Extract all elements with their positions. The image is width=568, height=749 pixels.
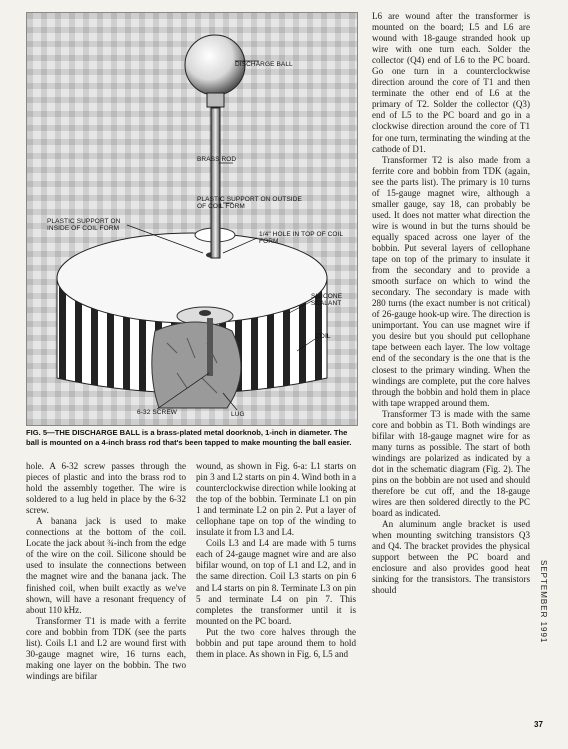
figure-caption: FIG. 5—THE DISCHARGE BALL is a brass-plated metal doorknob, 1-inch in diameter. The ball is mounted on a 4-inch brass rod that's been tapped to make mounting the ball easier. <box>26 428 352 447</box>
paragraph: An aluminum angle bracket is used when mounting switching transistors Q3 and Q4. The bracket provides the physical support between the PC board and enclosure and also provides good heat sinking for the transistors. The transistors should <box>372 519 530 596</box>
text-column-3 <box>372 11 530 596</box>
paragraph: Put the two core halves through the bobbin and put tape around them to hold them in place. As shown in Fig. 6, L5 and <box>196 626 356 659</box>
paragraph: hole. A 6-32 screw passes through the pieces of plastic and into the brass rod to hold the assembly together. The wire is soldered to a lug held in place by the 6-32 screw. <box>26 461 186 516</box>
paragraph: Transformer T1 is made with a ferrite core and bobbin from TDK (see the parts list). Coils L1 and L2 are wound first with 30-gauge magnet wire, 16 turns each, making one layer on the bobbin. The two windings are bifilar <box>26 615 186 681</box>
label-brass-rod: BRASS ROD <box>197 156 237 163</box>
label-discharge-ball: DISCHARGE BALL <box>235 61 293 68</box>
label-hole: 1/4" HOLE IN TOP OF COIL FORM <box>259 231 343 245</box>
paragraph: A banana jack is used to make connections at the bottom of the coil. Locate the jack about ¾-inch from the edge of the wire on the coil. Silicone should be used to insulate the connections between the magnet wire and the banana jack. The finished coil, when built exactly as we've shown, will have a resonant frequency of about 110 kHz. <box>26 516 186 615</box>
label-coil: COIL <box>315 333 331 340</box>
paragraph: Transformer T2 is also made from a ferrite core and bobbin from TDK (again, see the parts list). The primary is 10 turns of 15-gauge magnet wire, although a smaller gauge, say 18, can probably be used. It does not matter what direction the wire is wound in but the turns should be equally spaced across one layer of the bobbin. Put several layers of cellophane tape on top of the primary to insulate it from the secondary and to provide a smooth surface on which to wind the secondary. The secondary is made with 280 turns (the exact number is not critical) of 26-gauge hook-up wire. The direction is unimportant. You can use magnet wire if you desire but you should put cellophane tape between each layer. The low voltage end of the secondary is the one that is the closest to the primary winding. When the windings are complete, put the core halves through the bobbin and hold them in place with tape wrapped around them. <box>372 154 530 408</box>
paragraph: Transformer T3 is made with the same core and bobbin as T1. Both windings are bifilar with 18-gauge magnet wire for as many turns as possible. The start of both windings are polarized as indicated by a dot in the schematic diagram (Fig. 2). The pins on the bobbin are not used and should therefore be cut off, and the 18-gauge wires are then soldered directly to the PC board as indicated. <box>372 408 530 519</box>
paragraph: Coils L3 and L4 are made with 5 turns each of 24-gauge magnet wire and are also bifilar wound, on top of L1 and L2, and in the same direction. Coil L3 starts on pin 6 and L4 starts on pin 8. Terminate L3 on pin 5 and terminate L4 on pin 7. This completes the transformer until it is mounted on the PC board. <box>196 538 356 626</box>
text-column-1 <box>26 461 186 682</box>
label-lug: LUG <box>231 411 245 418</box>
issue-date-sidebar <box>534 560 550 710</box>
label-support-outside: PLASTIC SUPPORT ON OUTSIDE OF COIL FORM <box>197 196 302 210</box>
issue-date: SEPTEMBER 1991 <box>539 560 548 644</box>
label-support-inside: PLASTIC SUPPORT ON INSIDE OF COIL FORM <box>47 218 121 232</box>
paragraph: L6 are wound after the transformer is mounted on the board; L5 and L6 are wound with 18-gauge stranded hook up wire with one turn each. Solder the collector (Q4) end of L6 to the PC board. Go one turn in a counterclockwise direction around the core of T1 and then terminate the other end of L6 at the primary of T2. Solder the collector (Q3) end of L5 to the PC board and go in a clockwise direction around the core of T1 for one turn, terminating the winding at the cathode of D1. <box>372 11 530 154</box>
figure-5 <box>26 12 358 426</box>
page-number: 37 <box>534 720 543 729</box>
label-screw: 6-32 SCREW <box>137 409 178 416</box>
paragraph: wound, as shown in Fig. 6-a: L1 starts on pin 3 and L2 starts on pin 4. Wind both in a counterclockwise direction while looking at the top of the bobbin. Terminate L1 on pin 1 and terminate L2 on pin 2. Put a layer of cellophane tape on top of the winding to insulate it from L3 and L4. <box>196 461 356 538</box>
text-column-2 <box>196 461 356 660</box>
label-silicone: SILICONE SEALANT <box>311 293 343 307</box>
